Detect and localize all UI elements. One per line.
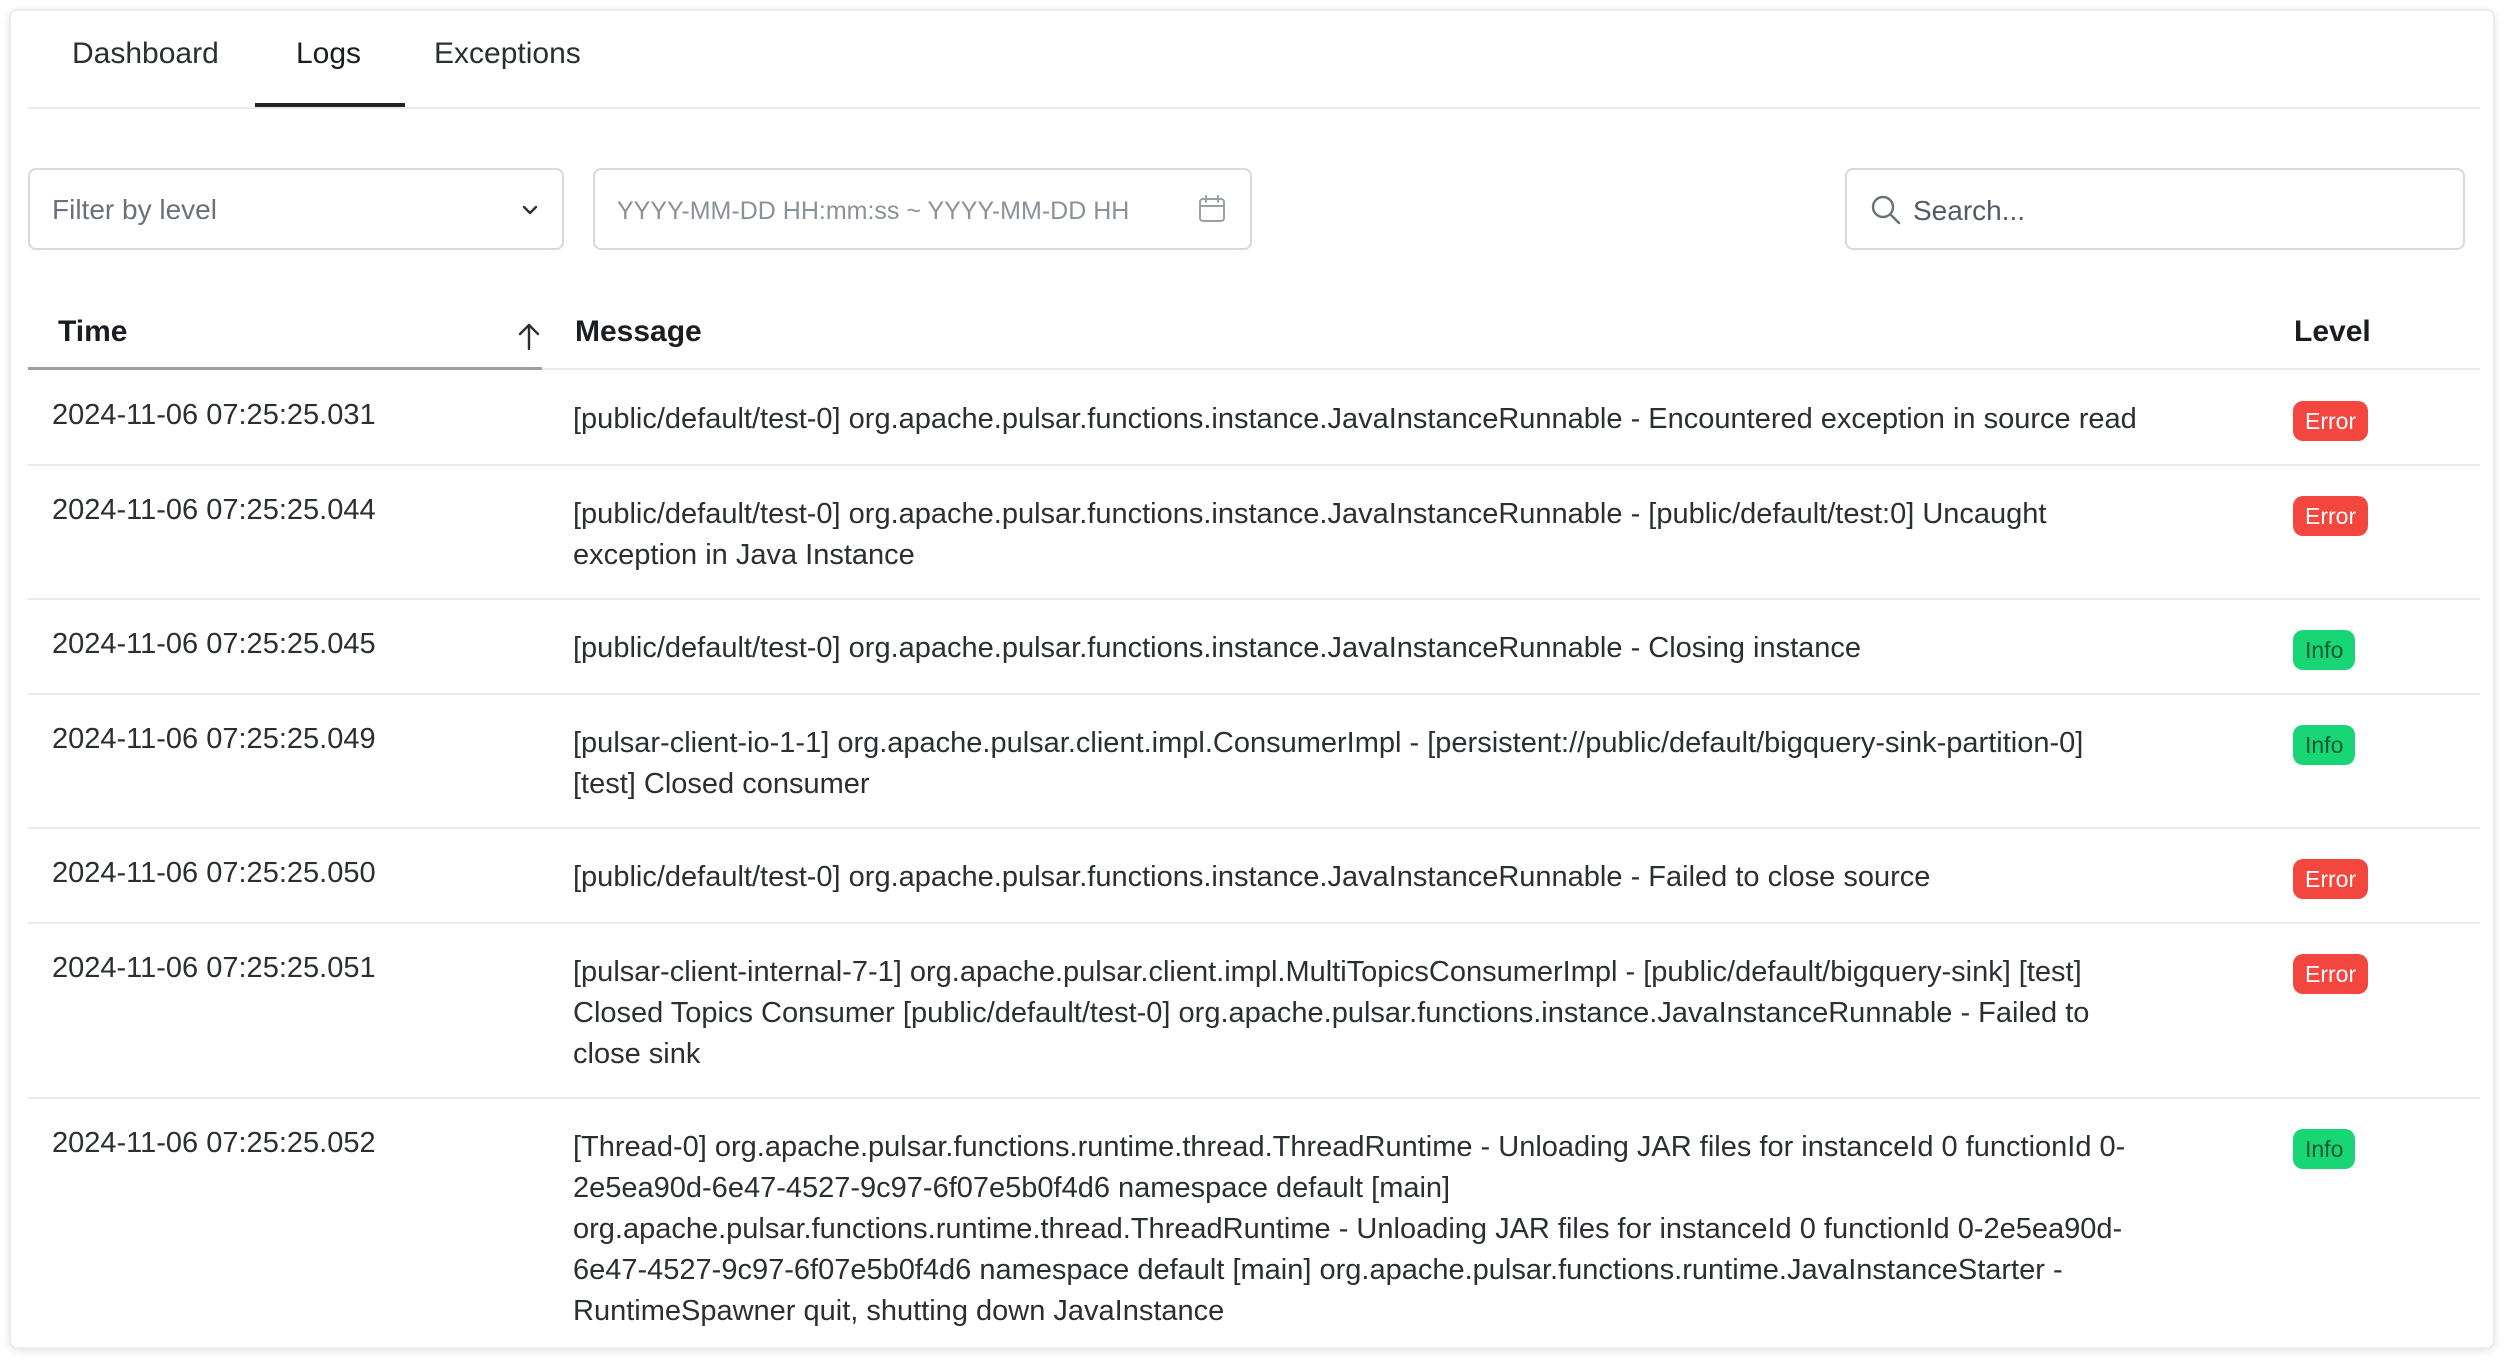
- cell-message: [573, 1127, 2223, 1332]
- header-divider: [542, 368, 2480, 370]
- message-line: [Thread-0] org.apache.pulsar.functions.runtime.thread.ThreadRuntime - Unloading JAR files for instanceId 0 functionId 0-: [573, 1131, 2126, 1163]
- search-icon: [1869, 193, 1903, 227]
- level-badge: Error: [2293, 859, 2368, 899]
- table-row[interactable]: [28, 924, 2480, 1099]
- sort-column-indicator: [28, 367, 542, 370]
- cell-time: 2024-11-06 07:25:25.045: [52, 628, 376, 660]
- tab-label: Exceptions: [434, 37, 581, 70]
- search-placeholder: Search...: [1913, 195, 2026, 226]
- tab-label: Logs: [296, 37, 362, 70]
- cell-message: [573, 628, 2223, 669]
- active-tab-indicator: [255, 103, 405, 107]
- tab-exceptions[interactable]: [434, 37, 581, 107]
- message-line: RuntimeSpawner quit, shutting down JavaInstance: [573, 1295, 1225, 1327]
- search-input[interactable]: [1845, 168, 2465, 250]
- level-badge: Error: [2293, 496, 2368, 536]
- tab-bar: [28, 11, 2480, 109]
- calendar-icon: [1196, 193, 1228, 225]
- message-line: 6e47-4527-9c97-6f07e5b0f4d6 namespace default [main] org.apache.pulsar.functions.runtime.JavaInstanceStarter -: [573, 1254, 2063, 1286]
- column-header-time[interactable]: Time: [58, 315, 128, 348]
- cell-message: [573, 723, 2223, 805]
- table-row[interactable]: [28, 1099, 2480, 1347]
- level-filter-select[interactable]: [28, 168, 564, 250]
- date-range-picker[interactable]: [593, 168, 1252, 250]
- message-line: [public/default/test-0] org.apache.pulsar.functions.instance.JavaInstanceRunnable - Failed to close source: [573, 861, 1931, 893]
- table-row[interactable]: [28, 695, 2480, 829]
- column-header-level: Level: [2294, 315, 2371, 348]
- level-badge: Info: [2293, 725, 2355, 765]
- cell-time: 2024-11-06 07:25:25.049: [52, 723, 376, 755]
- table-row[interactable]: [28, 371, 2480, 466]
- message-line: [public/default/test-0] org.apache.pulsar.functions.instance.JavaInstanceRunnable - Closing instance: [573, 632, 1862, 664]
- tab-dashboard[interactable]: [72, 37, 219, 107]
- tab-label: Dashboard: [72, 37, 219, 70]
- message-line: exception in Java Instance: [573, 539, 915, 571]
- message-line: [public/default/test-0] org.apache.pulsar.functions.instance.JavaInstanceRunnable - Encountered exception in source read: [573, 403, 2137, 435]
- table-row[interactable]: [28, 600, 2480, 695]
- message-line: org.apache.pulsar.functions.runtime.thread.ThreadRuntime - Unloading JAR files for instanceId 0 functionId 0-2e5ea90d-: [573, 1213, 2123, 1245]
- level-badge: Error: [2293, 401, 2368, 441]
- table-row[interactable]: [28, 829, 2480, 924]
- cell-message: [573, 399, 2223, 440]
- message-line: 2e5ea90d-6e47-4527-9c97-6f07e5b0f4d6 namespace default [main]: [573, 1172, 1451, 1204]
- table-row[interactable]: [28, 466, 2480, 600]
- table-header: [28, 299, 2480, 371]
- column-header-message: Message: [575, 315, 702, 348]
- tab-logs[interactable]: [296, 37, 361, 107]
- message-line: close sink: [573, 1038, 701, 1070]
- cell-time: 2024-11-06 07:25:25.051: [52, 952, 376, 984]
- message-line: [public/default/test-0] org.apache.pulsar.functions.instance.JavaInstanceRunnable - [public/default/test:0] Uncaught: [573, 498, 2047, 530]
- cell-time: 2024-11-06 07:25:25.044: [52, 494, 376, 526]
- chevron-down-icon: [520, 200, 540, 220]
- date-range-placeholder: YYYY-MM-DD HH:mm:ss ~ YYYY-MM-DD HH: [617, 197, 1130, 225]
- cell-time: 2024-11-06 07:25:25.050: [52, 857, 376, 889]
- level-filter-placeholder: Filter by level: [52, 194, 217, 225]
- message-line: [pulsar-client-io-1-1] org.apache.pulsar.client.impl.ConsumerImpl - [persistent://public/default/bigquery-sink-partition-0]: [573, 727, 2084, 759]
- message-line: [pulsar-client-internal-7-1] org.apache.pulsar.client.impl.MultiTopicsConsumerImpl - [public/default/bigquery-sink] [test]: [573, 956, 2082, 988]
- message-line: [test] Closed consumer: [573, 768, 870, 800]
- message-line: Closed Topics Consumer [public/default/test-0] org.apache.pulsar.functions.instance.JavaInstanceRunnable - Failed to: [573, 997, 2090, 1029]
- cell-message: [573, 952, 2223, 1075]
- cell-time: 2024-11-06 07:25:25.052: [52, 1127, 376, 1159]
- cell-time: 2024-11-06 07:25:25.031: [52, 399, 376, 431]
- cell-message: [573, 494, 2223, 576]
- level-badge: Info: [2293, 630, 2355, 670]
- logs-panel: [11, 11, 2493, 1347]
- level-badge: Error: [2293, 954, 2368, 994]
- cell-message: [573, 857, 2223, 898]
- arrow-up-icon[interactable]: [515, 319, 543, 353]
- level-badge: Info: [2293, 1129, 2355, 1169]
